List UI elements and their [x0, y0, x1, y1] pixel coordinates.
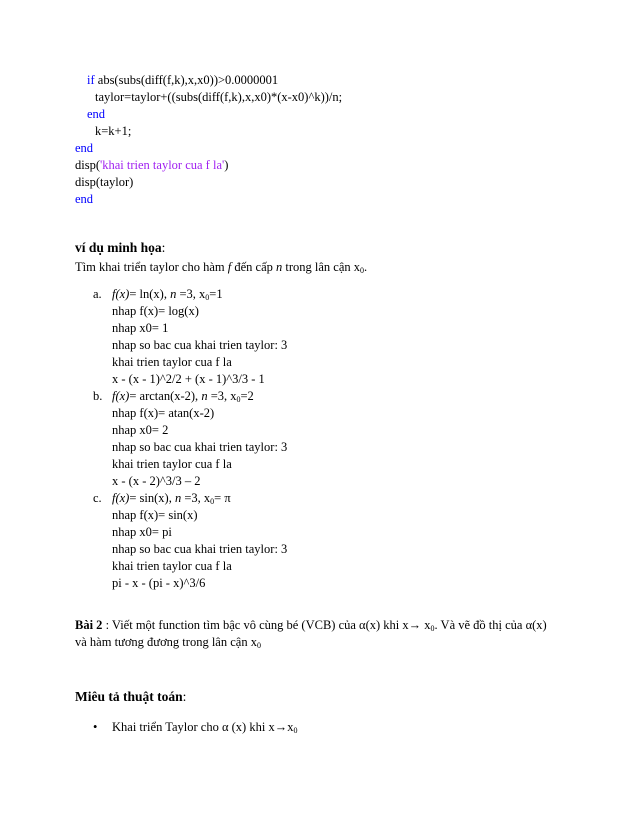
list-item-a-title: f(x)= ln(x), n =3, $x_0=1$ — [112, 287, 223, 302]
list-item-line: khai trien taylor cua f la — [112, 457, 232, 471]
list-item-line: nhap x0= pi — [112, 525, 172, 539]
code-line-if — [87, 72, 278, 88]
list-item-line: nhap so bac cua khai trien taylor: 3 — [112, 542, 288, 556]
code-keyword: if — [87, 73, 95, 87]
list-item-line: khai trien taylor cua f la — [112, 559, 232, 573]
example-intro: Tìm khai triển taylor cho hàm f đến cấp n trong lân cận $x_0$. — [75, 260, 368, 275]
list-marker-b: b. — [93, 389, 103, 403]
code-line-disp-string: disp('khai trien taylor cua f la') — [75, 158, 229, 172]
list-item-line: nhap so bac cua khai trien taylor: 3 — [112, 440, 288, 454]
list-item-line: nhap f(x)= atan(x-2) — [112, 406, 215, 420]
list-item-b-title: f(x)= arctan(x-2), n =3, $x_0=2$ — [112, 389, 254, 404]
code-line-end-loop: end — [75, 141, 94, 155]
code-line-disp-taylor: disp(taylor) — [75, 175, 134, 189]
code-string: 'khai trien taylor cua f la' — [100, 158, 225, 172]
list-item-line: pi - x - (pi - x)^3/6 — [112, 576, 206, 590]
code-line-end-function: end — [75, 192, 94, 206]
list-item-line: nhap so bac cua khai trien taylor: 3 — [112, 338, 288, 352]
list-item-line: nhap f(x)= log(x) — [112, 304, 199, 318]
list-item-line: nhap x0= 1 — [112, 321, 169, 335]
list-marker-a: a. — [93, 287, 102, 301]
algorithm-step: Khai triển Taylor cho α (x) khi $x\to x_0$ — [112, 720, 298, 735]
list-marker-c: c. — [93, 491, 102, 505]
code-line-increment: k=k+1; — [95, 124, 132, 138]
exercise-2-statement: Bài 2 : Viết một function tìm bậc vô cùng bé (VCB) của α(x) khi $x\to x_0$. Và vẽ đồ thị của α(x) — [75, 618, 547, 633]
code-text: abs(subs(diff(f,k),x,x0))>0.0000001 — [94, 73, 279, 87]
bullet-icon: • — [93, 720, 98, 734]
list-item-line: x - (x - 1)^2/2 + (x - 1)^3/3 - 1 — [112, 372, 265, 386]
list-item-line: x - (x - 2)^3/3 – 2 — [112, 474, 201, 488]
algorithm-heading: Miêu tả thuật toán: — [75, 689, 187, 704]
list-item-line: nhap f(x)= sin(x) — [112, 508, 198, 522]
list-item-line: khai trien taylor cua f la — [112, 355, 232, 369]
list-item-c-title: f(x)= sin(x), n =3, $x_0= \pi$ — [112, 491, 231, 506]
example-heading: ví dụ minh họa: — [75, 240, 166, 255]
list-item-line: nhap x0= 2 — [112, 423, 169, 437]
code-line-end-inner: end — [87, 107, 106, 121]
exercise-2-statement-cont: và hàm tương đương trong lân cận $x_0$ — [75, 635, 261, 650]
code-line-taylor: taylor=taylor+((subs(diff(f,k),x,x0)*(x-x0)^k))/n; — [95, 90, 343, 104]
